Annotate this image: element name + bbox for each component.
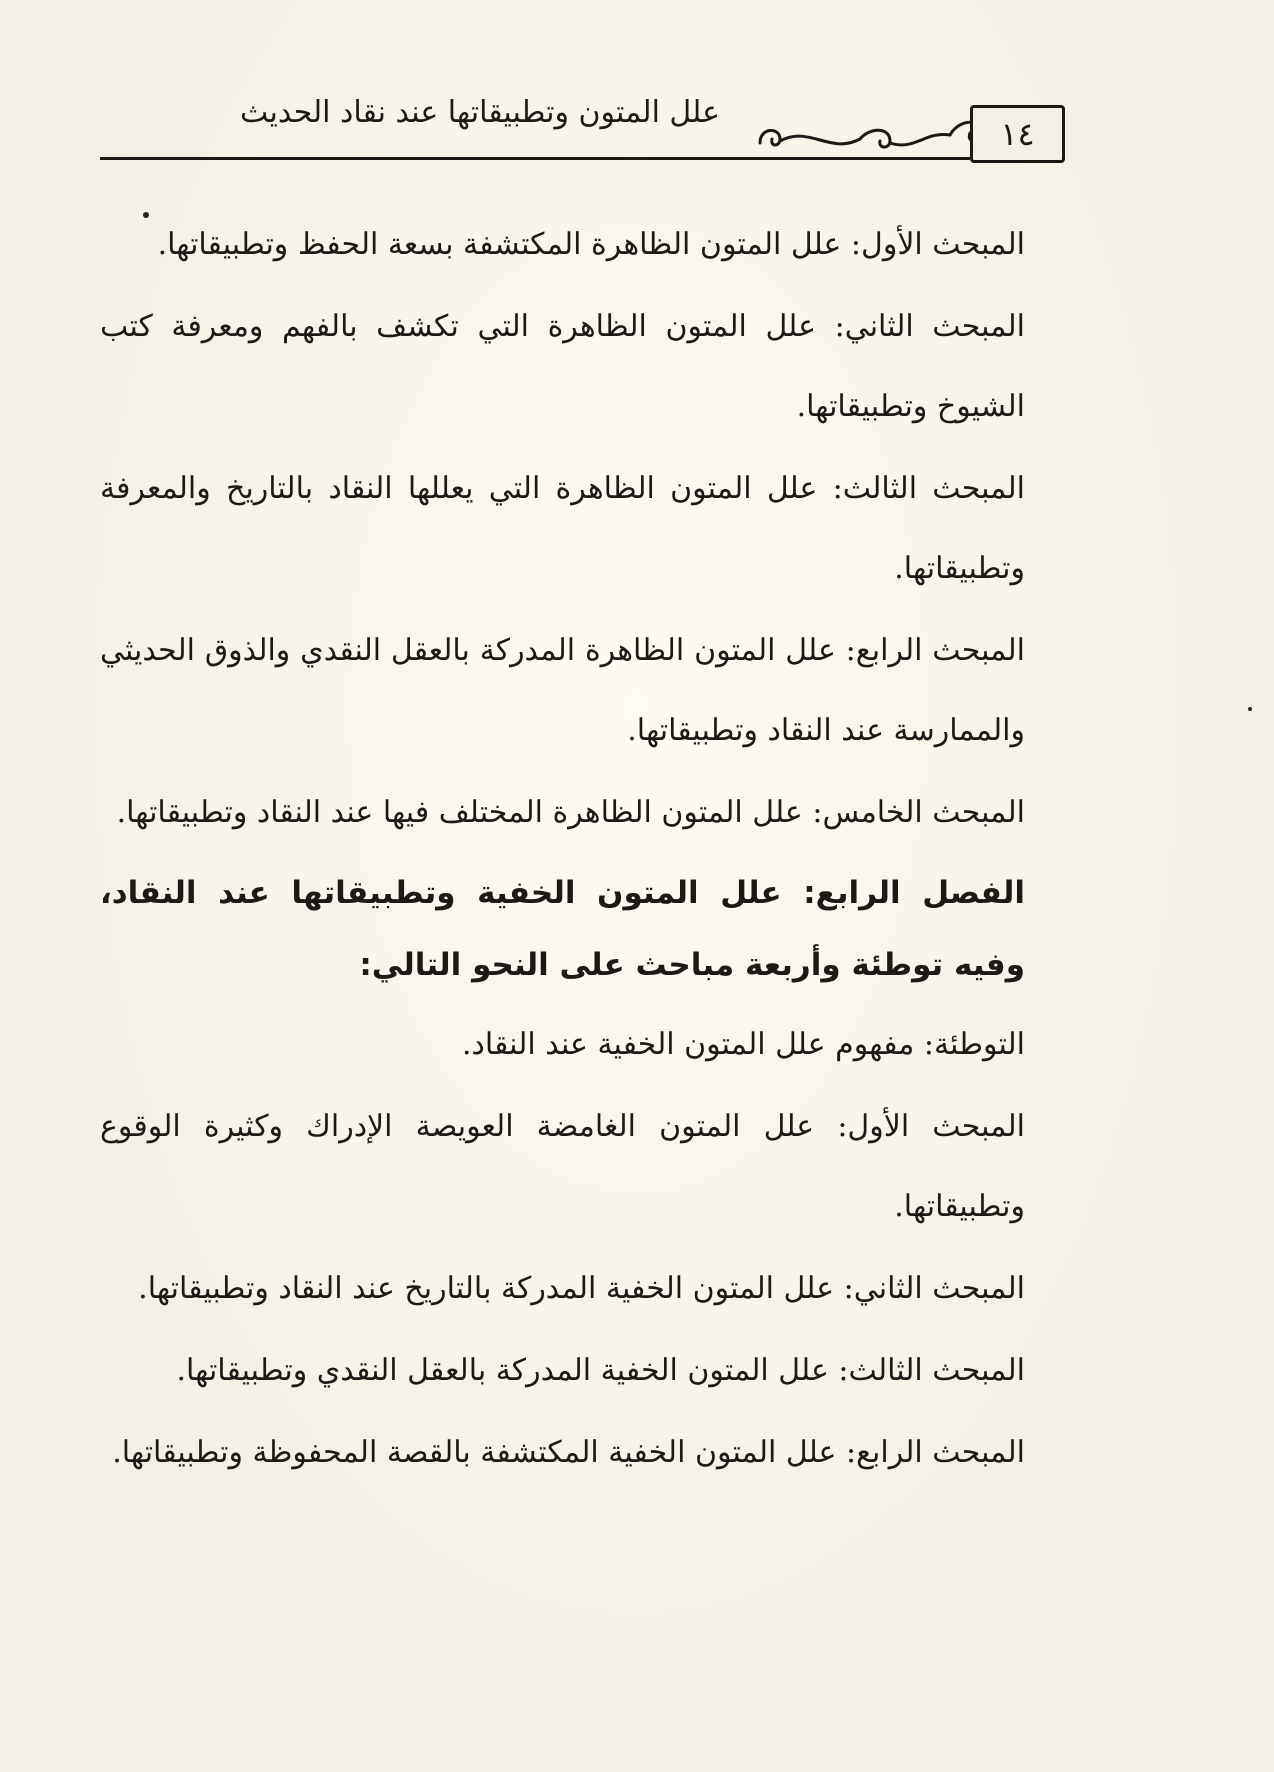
list-item: المبحث الثالث: علل المتون الظاهرة التي يعللها النقاد بالتاريخ والمعرفة وتطبيقاتها.	[100, 471, 1025, 586]
list-item: المبحث الرابع: علل المتون الظاهرة المدركة بالعقل النقدي والذوق الحديثي والممارسة عند النقاد وتطبيقاتها.	[100, 633, 1025, 748]
page-number-box	[970, 105, 1065, 163]
page-header	[100, 95, 1065, 170]
list-item: المبحث الأول: علل المتون الظاهرة المكتشفة بسعة الحفظ وتطبيقاتها.	[157, 227, 1025, 262]
list-item: المبحث الثاني: علل المتون الخفية المدركة بالتاريخ عند النقاد وتطبيقاتها.	[138, 1271, 1025, 1306]
header-rule	[100, 157, 970, 160]
list-item: المبحث الثالث: علل المتون الخفية المدركة بالعقل النقدي وتطبيقاتها.	[176, 1353, 1025, 1388]
page-body	[100, 205, 1070, 1495]
list-item: المبحث الخامس: علل المتون الظاهرة المختلف فيها عند النقاد وتطبيقاتها.	[116, 795, 1025, 830]
list-item: المبحث الثاني: علل المتون الظاهرة التي تكشف بالفهم ومعرفة كتب الشيوخ وتطبيقاتها.	[100, 309, 1025, 424]
ink-speck	[1248, 707, 1252, 711]
page-number: ١٤	[1000, 115, 1035, 153]
list-item: المبحث الأول: علل المتون الغامضة العويصة الإدراك وكثيرة الوقوع وتطبيقاتها.	[100, 1109, 1025, 1224]
chapter-heading: الفصل الرابع: علل المتون الخفية وتطبيقاتها عند النقاد، وفيه توطئة وأربعة مباحث على النحو التالي:	[100, 875, 1025, 983]
list-item: التوطئة: مفهوم علل المتون الخفية عند النقاد.	[461, 1027, 1025, 1062]
running-title: علل المتون وتطبيقاتها عند نقاد الحديث	[240, 95, 720, 130]
list-item: المبحث الرابع: علل المتون الخفية المكتشفة بالقصة المحفوظة وتطبيقاتها.	[112, 1435, 1025, 1470]
